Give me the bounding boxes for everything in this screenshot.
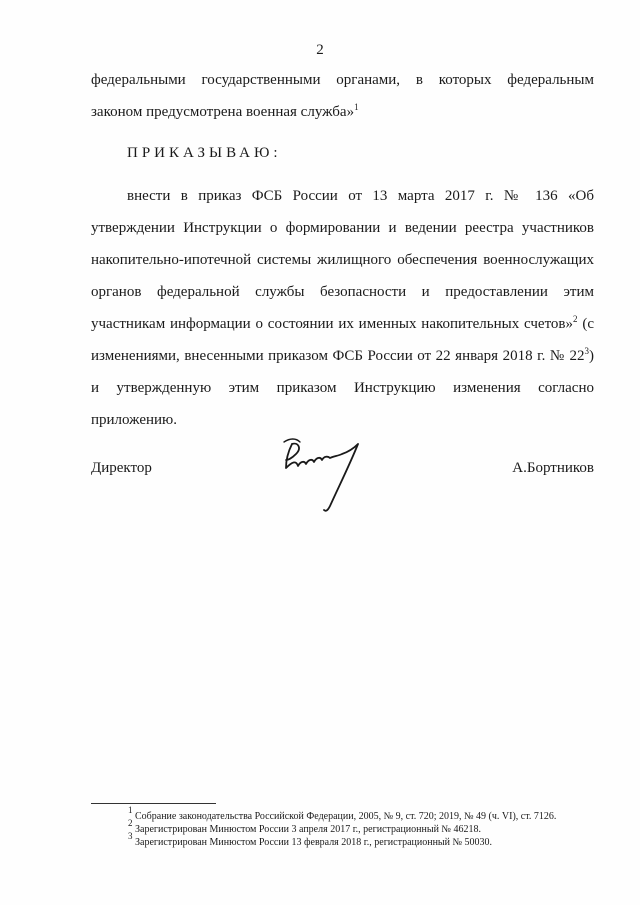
order-line-6-text: изменениями, внесенными приказом ФСБ России от 22 января 2018 г. № 22 (91, 348, 585, 364)
intro-paragraph (91, 64, 594, 128)
director-name: А.Бортников (512, 460, 594, 476)
footnote-1-number: 1 (128, 805, 133, 815)
order-line-4: органов федеральной службы безопасности и предоставлении этим (91, 284, 594, 300)
footnote-1-text: Собрание законодательства Российской Федерации, 2005, № 9, ст. 720; 2019, № 49 (ч. VI), ст. 7126. (132, 811, 557, 822)
intro-line-2 (91, 96, 594, 128)
order-line-3: накопительно-ипотечной системы жилищного обеспечения военнослужащих (91, 252, 594, 268)
handwritten-signature (278, 434, 368, 524)
page-number: 2 (316, 42, 324, 58)
footnote-ref-3: 3 (584, 346, 589, 356)
footnote-ref-1: 1 (354, 102, 359, 112)
intro-line-2-text: законом предусмотрена военная служба» (91, 104, 355, 120)
footnote-separator (91, 803, 216, 804)
footnote-2 (128, 818, 556, 836)
footnote-2-number: 2 (128, 818, 133, 828)
order-line-2: утверждении Инструкции о формировании и ведении реестра участников (91, 220, 594, 236)
footnote-3 (128, 831, 556, 849)
order-line-5 (91, 308, 594, 340)
order-line-1: внести в приказ ФСБ России от 13 марта 2017 г. № 136 «Об (127, 188, 594, 204)
order-paragraph (91, 180, 594, 436)
order-heading: ПРИКАЗЫВАЮ: (127, 145, 282, 161)
footnote-3-text: Зарегистрирован Минюстом России 13 февраля 2018 г., регистрационный № 50030. (132, 837, 493, 848)
footnote-1 (128, 805, 557, 823)
order-line-6 (91, 340, 594, 372)
order-line-5-tail: (с (577, 316, 594, 332)
order-line-6-tail: ) (589, 348, 594, 364)
order-line-7: и утвержденную этим приказом Инструкцию изменения согласно (91, 380, 594, 396)
footnotes (128, 805, 557, 849)
order-line-8: приложению. (91, 412, 178, 428)
footnote-3-number: 3 (128, 831, 133, 841)
footnote-ref-2: 2 (573, 314, 578, 324)
director-title: Директор (91, 460, 152, 476)
order-line-5-text: участникам информации о состоянии их именных накопительных счетов» (91, 316, 574, 332)
footnote-2-text: Зарегистрирован Минюстом России 3 апреля 2017 г., регистрационный № 46218. (132, 824, 481, 835)
intro-line-1: федеральными государственными органами, в которых федеральным (91, 72, 594, 88)
